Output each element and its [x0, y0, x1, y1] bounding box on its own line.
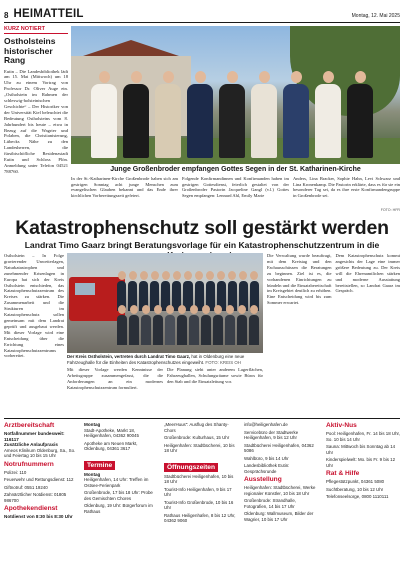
aktiv-line: Pool: Heiligenhafen, Fr. 14 bis 18 Uhr, So. 10 bis 14 Uhr	[326, 431, 400, 442]
arzt-line: Ameos Klinikum Oldenburg, Sa., So. und Feiertag 10 bis 15 Uhr	[4, 447, 76, 459]
page-number: 8	[4, 11, 9, 20]
person	[123, 71, 149, 158]
kurz-notiert-headline: Ostholsteins historischer Rang	[4, 36, 56, 65]
col4-line: Stadtbücherei Heiligenhafen, 04362 5086	[244, 442, 314, 453]
col3-line: „MeerHuus“: Ausflug des Shanty-Chors	[164, 422, 229, 433]
photo-text-col-1: In der St.-Katharinen-Kirche Großenbrode haben sich am gestrigen Sonntag acht junge Menschen zum evangelischen Glauben bekannt und das Ende ihrer kirchlichen Vorbereitungszeit gefeiert.	[71, 176, 178, 198]
person	[347, 71, 373, 158]
group-caption-bold: Der Kreis Ostholstein, vertreten durch Landrat Timo Gaarz,	[67, 354, 191, 359]
issue-date: Montag, 12. Mai 2025	[351, 13, 400, 19]
photo-caption: Junge Großenbroder empfangen Gottes Segen in der St. Katharinen-Kirche	[110, 166, 361, 173]
aktiv-title: Aktiv-Nus	[326, 422, 357, 429]
service-col-5	[326, 422, 400, 568]
person	[155, 71, 181, 158]
article-right	[267, 253, 400, 417]
ausstellung-line: Großenbrode: Strandhalle, Fotografien, 14 bis 17 Uhr	[244, 498, 296, 509]
rat-title: Rat & Hilfe	[326, 470, 360, 477]
service-col-1	[4, 422, 78, 568]
notruf-title: Notrufnummern	[4, 460, 54, 468]
oeffnung-line: Stadtbücherei Heiligenhafen, 10 bis 18 Uhr	[164, 473, 234, 484]
front-row	[117, 305, 259, 351]
apotheke-line: Notdienst von 8:30 bis 8:30 Uhr	[4, 514, 73, 520]
ausstellung-line: Oldenburg: Wallmuseum, Bilder der Wagrier, 10 bis 17 Uhr	[244, 511, 314, 522]
oeffnung-line: Tourist-Info Heiligenhafen, 9 bis 17 Uhr	[164, 486, 232, 497]
apo-list-line: Apotheke am Neuen Markt, Oldenburg, 04361 3617	[84, 440, 138, 452]
arzt-title: Arztbereitschaft	[4, 422, 55, 429]
aktiv-line: Kinderspielwelt: Mo. bis Fr. 9 bis 12 Uhr	[326, 457, 396, 468]
notruf-line: Polizei: 110	[4, 469, 27, 475]
oeffnung-line: Rathaus Heiligenhafen, 8 bis 12 Uhr, 04362 9060	[164, 512, 236, 523]
masthead	[4, 3, 400, 23]
notruf-line: Feuerwehr und Rettungsdienst: 112	[4, 477, 74, 483]
oeffnung-title: Öffnungszeiten	[164, 463, 218, 472]
termine-title: Termine	[84, 461, 115, 470]
photo-text-col-2: Folgende Konfirmandinnen und Konfirmanden haben im gestrigen Gottesdienst, feierlich gestaltet von der Großenbroder Pastorin Jacqueline Gangl (v.l.) Gottes Segen empfangen: Lennard Ahl, Emily Marie	[182, 176, 289, 198]
confirmation-photo	[71, 26, 400, 164]
termine-heading: Montag	[84, 471, 101, 477]
person	[91, 71, 117, 158]
aktiv-line: Sauna: Mittwoch bis Sonntag ab 14 Uhr	[326, 444, 396, 455]
article-left-column	[4, 253, 64, 417]
col4-line: Servicebüro der Stadtwerke Heiligenhafen, 9 bis 12 Uhr	[244, 429, 299, 440]
main-subheadline: Landrat Timo Gaarz bringt Beratungsvorlage für ein Katastrophenschutzzentrum in die	[24, 240, 380, 250]
kurz-notiert-body: Eutin – Die Landesbibliothek lädt am 15. Mai (Mittwoch) um 18 Uhr zu einem Vortrag von Professor Dr. Oliver Auge ein. „Ostholstein im Rahmen der schleswig-holsteinischen Geschichte“ – Der Historiker von der Universität Kiel beleuchtet die Bedeutung Ostholsteins vom 8. Jahrhundert bis heute – etwa in Bezug auf die Wagrier und Polaben, die Christianisierung, Lübecks Nähe zu den Landesherren, die fürstbischöfliche Residenzstadt Eutin und Schloss Plön. Anmeldung unter Telefon 04521 788760.	[4, 68, 68, 174]
oeffnung-line: Tourist-Info Großenbrode, 10 bis 16 Uhr	[164, 499, 234, 510]
col3-line: Großenbrode: Kulturhaus, 15 Uhr	[164, 435, 230, 440]
article-mid-col-1: Mit dieser Vorlage werden Kenntnisse der Arbeitsgruppe zusammengefasst, die die Anforderungen an ein modernes Katastrophenschutzzentrum formuliert.	[67, 367, 163, 390]
group-photo-credit: FOTO: KREIS OH	[205, 359, 241, 365]
group-photo-caption	[67, 354, 263, 365]
person	[219, 71, 245, 158]
arzt-line: Notfallnummer bundesweit: 116117	[4, 431, 65, 442]
photo-credit: FOTO: HFR	[380, 208, 400, 212]
apo-list-heading: Montag	[84, 422, 101, 427]
service-col-3	[164, 422, 238, 568]
apotheke-title: Apothekendienst	[4, 505, 58, 513]
service-col-4	[244, 422, 320, 568]
group-caption-text: hat in Oldenburg eine neue Fahrzeughalle für die Einheiten des Katastrophenschutzes eingeweiht.	[67, 354, 245, 365]
col3-line: Heiligenhafen: Stadtbücherei, 10 bis 18 Uhr	[164, 442, 235, 453]
photo-article-text	[71, 176, 400, 214]
service-col-2	[84, 422, 158, 568]
arzt-line: Zusätzliche Anlaufpraxis	[4, 442, 58, 448]
article-left-text: Ostholstein – In Folge gravierender Unwetterlagen, Naturkatastrophen und zunehmender Krisenlagen in Europa hat sich der Kreis Ostholstein entschieden, das Katastrophenschutzzentrum des Kreises zu stärken. Die Zusammenarbeit und die Strukturen im Katastrophenschutz sollen gemeinsam mit dem Landrat geprüft und ausgebaut werden. Mit dieser Vorlage wird eine Entscheidung über die Errichtung eines Katastrophenschutzzentrums vorbereitet.	[4, 253, 64, 359]
apo-list-line: Stadt-Apotheke, Markt 18, Heiligenhafen, 04362 90045	[84, 427, 139, 439]
service-section	[4, 418, 400, 569]
kurz-notiert-column	[4, 26, 68, 188]
kurz-notiert-tag: KURZ NOTIERT	[4, 26, 68, 34]
termine-line: Heiligenhafen, 14 Uhr: Treffen im Ostsee-Ferienpark	[84, 477, 149, 488]
col4-line: Landesbibliothek Eutin: Gesprächsrunde	[244, 463, 290, 474]
col4-line: Wahlbüro, 9 bis 14 Uhr	[244, 455, 289, 461]
article-middle	[67, 367, 263, 417]
person	[315, 71, 341, 158]
article-right-col-2: Dem Katastrophenschutz kommt angesichts der Lage eine immer größere Bedeutung zu. Der Kreis will die Ehrenamtlichen stärken und moderne Ausstattung bereitstellen, so Landrat Gaarz im Gespräch.	[335, 253, 400, 294]
photo-text-col-3: Anders, Lina Bracker, Sophie Hahn, Levi Schwarz und Lina Kronenkamp. Die Pastorin erklärte, dass es für sie ein besonderer Tag sei, da es ihre erste Konfirmandengruppe in Großenbrode sei.	[293, 176, 400, 198]
termine-line: Oldenburg, 19 Uhr: Bürgerforum im Rathaus	[84, 503, 153, 514]
ausstellung-title: Ausstellung	[244, 476, 282, 483]
person	[283, 71, 309, 158]
person	[251, 71, 277, 158]
termine-line: Großenbrode, 17 bis 18 Uhr: Probe des Gemischten Chores	[84, 490, 153, 501]
rat-line: Suchtberatung, 10 bis 12 Uhr	[326, 486, 384, 492]
col4-line: info@heiligenhafen.de	[244, 422, 288, 427]
article-right-col-1: Die Verwaltung wurde beauftragt, mit dem Kreistag und den Fachausschüssen die Beratungen zu beginnen. Ziel ist es, die vorhandenen Einrichtungen zu bündeln und die Einsatzbereitschaft im Kreisgebiet deutlich zu erhöhen. Eine Entscheidung wird bis zum Sommer erwartet.	[267, 253, 332, 306]
rat-line: Pflegestützpunkt, 04361 5080	[326, 479, 385, 484]
ausstellung-line: Heiligenhafen: Stadtbücherei, Werke regionaler Künstler, 10 bis 18 Uhr	[244, 485, 316, 496]
main-headline: Katastrophenschutz soll gestärkt werden	[15, 217, 389, 239]
notruf-line: Giftnotruf: 0551 19240	[4, 484, 48, 490]
notruf-line: Zahnärztlicher Notdienst: 01805 986700	[4, 492, 67, 503]
rat-line: Telefonseelsorge, 0800 1110111	[326, 494, 389, 499]
section-title: HEIMATTEIL	[13, 8, 84, 20]
group-photo	[67, 253, 263, 353]
person	[187, 71, 213, 158]
article-mid-col-2: Die Planung sieht unter anderem Lagerflächen, Fahrzeughallen, Schulungsräume sowie Büros für den Stab und die Einsatzleitung vor.	[167, 367, 263, 384]
